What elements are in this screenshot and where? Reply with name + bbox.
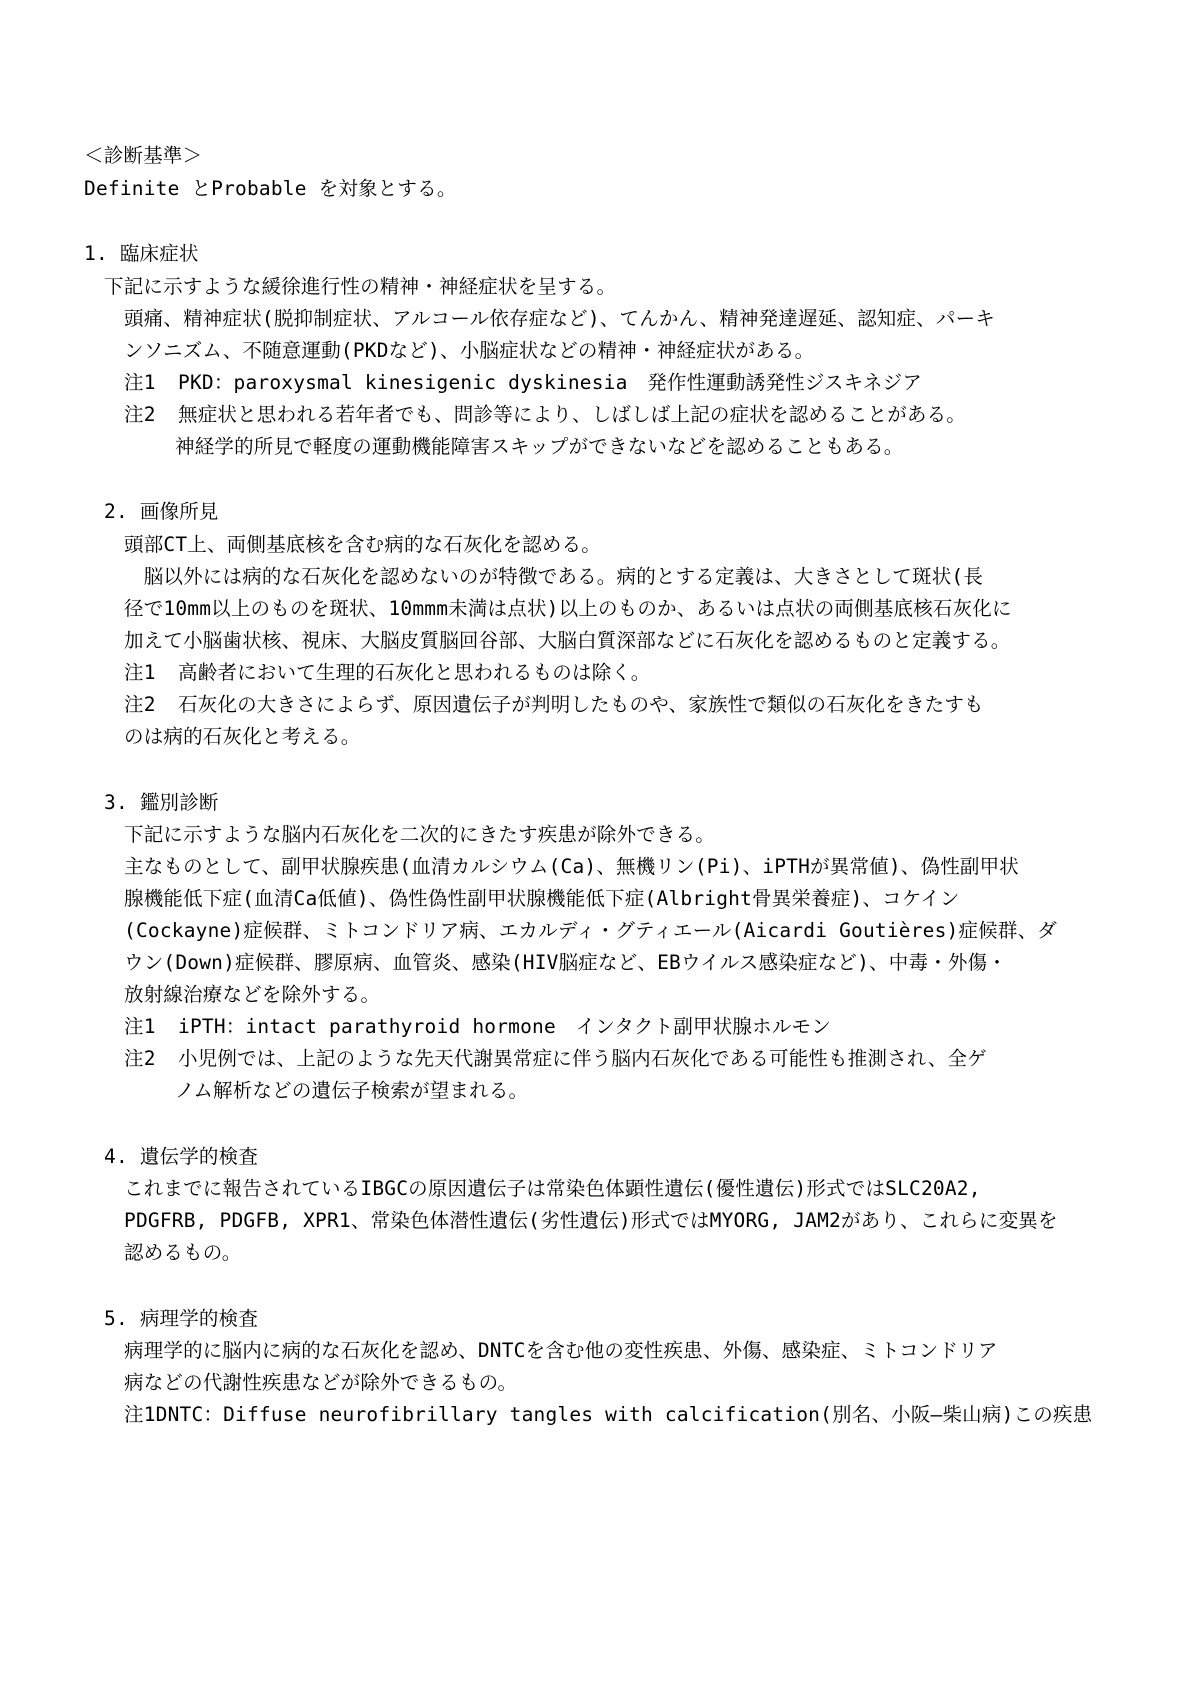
criteria-heading: ＜診断基準＞ <box>84 144 203 167</box>
note-label: 注2 <box>124 403 156 426</box>
note-label: 注1 <box>124 1015 156 1038</box>
note-item <box>124 660 650 686</box>
section-text: 頭痛、精神症状(脱抑制症状、アルコール依存症など)、てんかん、精神発達遅延、認知症、パーキ <box>124 307 995 330</box>
note-item <box>124 402 966 428</box>
note-text: DNTC：Diffuse neurofibrillary tangles with calcification(別名、小阪―柴山病)この疾患 <box>155 1403 1093 1426</box>
section-text: 頭部CT上、両側基底核を含む病的な石灰化を認める。 <box>124 533 601 556</box>
section-text: 径で10mm以上のものを斑状、10mmm未満は点状)以上のものか、あるいは点状の両側基底核石灰化に <box>124 597 1012 620</box>
section-text: 認めるもの。 <box>124 1241 242 1264</box>
note-item <box>124 1402 1092 1428</box>
note-label: 注1 <box>124 371 156 394</box>
note-continuation: 神経学的所見で軽度の運動機能障害スキップができないなどを認めることもある。 <box>175 435 904 458</box>
section-text: これまでに報告されているIBGCの原因遺伝子は常染色体顕性遺伝(優性遺伝)形式ではSLC20A2, <box>124 1177 981 1200</box>
note-label: 注1 <box>124 1403 156 1426</box>
note-text: 石灰化の大きさによらず、原因遺伝子が判明したものや、家族性で類似の石灰化をきたすも <box>178 693 984 716</box>
section-text: 加えて小脳歯状核、視床、大脳皮質脳回谷部、大脳白質深部などに石灰化を認めるものと定義する。 <box>124 629 1011 652</box>
section-text: 脳以外には病的な石灰化を認めないのが特徴である。病的とする定義は、大きさとして斑状(長 <box>124 565 984 588</box>
section-text: ンソニズム、不随意運動(PKDなど)、小脳症状などの精神・神経症状がある。 <box>124 339 815 362</box>
note-item <box>124 1014 831 1040</box>
section-text: 放射線治療などを除外する。 <box>124 983 381 1006</box>
section-text: 病理学的に脳内に病的な石灰化を認め、DNTCを含む他の変性疾患、外傷、感染症、ミトコンドリア <box>124 1339 998 1362</box>
section-title: 1. 臨床症状 <box>84 242 199 265</box>
section-title: 2. 画像所見 <box>104 500 219 523</box>
section-text: 下記に示すような脳内石灰化を二次的にきたす疾患が除外できる。 <box>124 823 716 846</box>
section-text: 主なものとして、副甲状腺疾患(血清カルシウム(Ca)、無機リン(Pi)、iPTHが異常値)、偽性副甲状 <box>124 855 1019 878</box>
section-text: ウン(Down)症候群、膠原病、血管炎、感染(HIV脳症など、EBウイルス感染症など)、中毒・外傷・ <box>124 951 1007 974</box>
section-title: 4. 遺伝学的検査 <box>104 1145 259 1168</box>
note-text: 高齢者において生理的石灰化と思われるものは除く。 <box>178 661 651 684</box>
note-item <box>124 1046 987 1072</box>
section-text: 病などの代謝性疾患などが除外できるもの。 <box>124 1371 518 1394</box>
note-text: iPTH：intact parathyroid hormone インタクト副甲状腺ホルモン <box>178 1015 831 1038</box>
section-title: 3. 鑑別診断 <box>104 791 219 814</box>
note-item <box>124 692 984 718</box>
note-continuation: ノム解析などの遺伝子検索が望まれる。 <box>175 1079 529 1102</box>
criteria-scope: Definite とProbable を対象とする。 <box>84 177 457 200</box>
note-label: 注1 <box>124 661 156 684</box>
note-label: 注2 <box>124 1047 156 1070</box>
note-continuation: のは病的石灰化と考える。 <box>124 725 361 748</box>
note-text: 無症状と思われる若年者でも、問診等により、しばしば上記の症状を認めることがある。 <box>178 403 967 426</box>
section-text: (Cockayne)症候群、ミトコンドリア病、エカルディ・グティエール(Aicardi Goutières)症候群、ダ <box>124 919 1057 942</box>
section-text: 下記に示すような緩徐進行性の精神・神経症状を呈する。 <box>104 275 617 298</box>
note-label: 注2 <box>124 693 156 716</box>
section-text: PDGFRB, PDGFB, XPR1、常染色体潜性遺伝(劣性遺伝)形式ではMYORG, JAM2があり、これらに変異を <box>124 1209 1058 1232</box>
section-text: 腺機能低下症(血清Ca低値)、偽性偽性副甲状腺機能低下症(Albright骨異栄養症)、コケイン <box>124 887 960 910</box>
note-text: PKD：paroxysmal kinesigenic dyskinesia 発作性運動誘発性ジスキネジア <box>178 371 923 394</box>
note-text: 小児例では、上記のような先天代謝異常症に伴う脳内石灰化である可能性も推測され、全ゲ <box>178 1047 987 1070</box>
section-title: 5. 病理学的検査 <box>104 1307 259 1330</box>
note-item <box>124 370 922 396</box>
